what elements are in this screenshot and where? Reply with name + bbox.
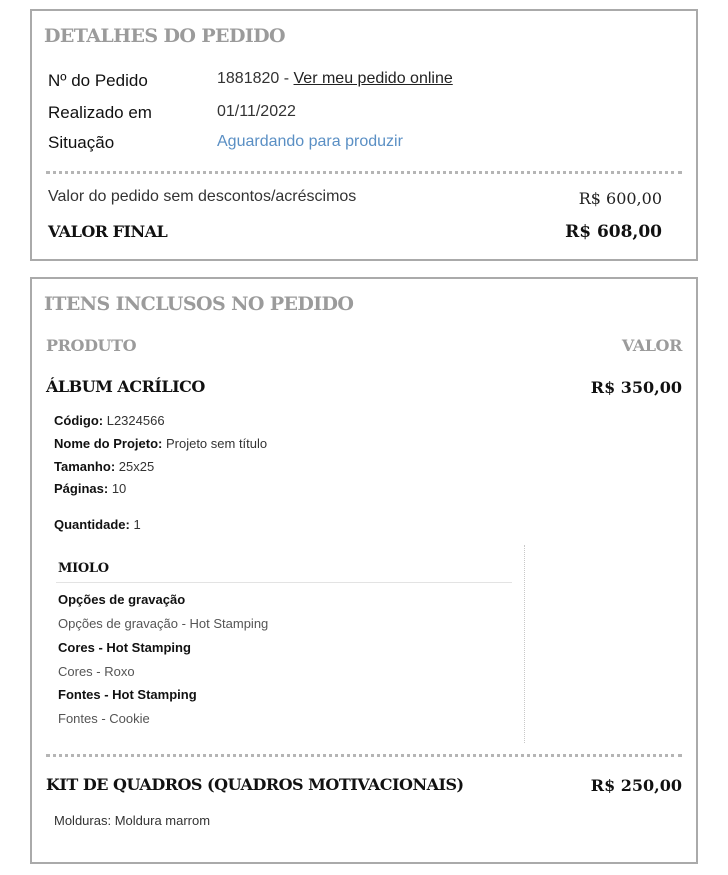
option-heading: Fontes - Hot Stamping	[58, 687, 197, 702]
spec-value: L2324566	[106, 413, 165, 428]
status-value: Aguardando para produzir	[217, 133, 403, 150]
miolo-options-panel	[54, 545, 525, 743]
order-number: 1881820	[217, 70, 280, 87]
final-value-label: VALOR FINAL	[48, 222, 168, 241]
spec-code	[54, 413, 165, 428]
placed-on-label: Realizado em	[48, 103, 152, 122]
spec-value: Projeto sem título	[165, 436, 268, 451]
spec-label: Páginas:	[54, 481, 109, 496]
subtotal-label: Valor do pedido sem descontos/acréscimos	[48, 188, 357, 205]
placed-on-date: 01/11/2022	[217, 103, 296, 120]
option-heading: Opções de gravação	[58, 592, 186, 607]
order-number-label: Nº do Pedido	[48, 71, 148, 90]
subtotal-value: R$ 600,00	[578, 189, 662, 208]
option-heading: Cores - Hot Stamping	[58, 640, 191, 655]
spec-project-name	[54, 436, 267, 451]
order-details-panel	[30, 9, 698, 261]
option-value: Cores - Roxo	[58, 664, 135, 679]
option-value: Opções de gravação - Hot Stamping	[58, 616, 269, 631]
section-divider	[56, 582, 512, 583]
order-items-title: ITENS INCLUSOS NO PEDIDO	[44, 293, 354, 315]
view-order-online-link[interactable]: Ver meu pedido online	[293, 70, 453, 87]
option-value: Fontes - Cookie	[58, 711, 150, 726]
spec-size	[54, 459, 154, 474]
order-number-separator: -	[279, 70, 294, 87]
miolo-section-title: MIOLO	[58, 561, 109, 576]
order-items-panel	[30, 277, 698, 864]
status-label: Situação	[48, 133, 115, 152]
spec-value: 10	[111, 481, 127, 496]
spec-value: Moldura marrom	[114, 813, 211, 828]
spec-label: Molduras:	[54, 813, 112, 828]
spec-pages	[54, 481, 126, 496]
quantity	[54, 517, 141, 532]
final-value-amount: R$ 608,00	[565, 222, 662, 242]
order-number-value	[217, 70, 453, 88]
spec-value: 25x25	[118, 459, 155, 474]
quantity-label: Quantidade:	[54, 517, 130, 532]
column-header-product: PRODUTO	[46, 336, 137, 355]
product-name: ÁLBUM ACRÍLICO	[46, 377, 205, 396]
product-price: R$ 350,00	[590, 378, 682, 397]
spec-frames	[54, 813, 210, 828]
product-name: KIT DE QUADROS (QUADROS MOTIVACIONAIS)	[46, 775, 464, 794]
spec-label: Nome do Projeto:	[54, 436, 163, 451]
order-details-title: DETALHES DO PEDIDO	[44, 25, 285, 47]
dotted-divider	[46, 754, 682, 757]
spec-label: Código:	[54, 413, 104, 428]
column-header-value: VALOR	[621, 336, 682, 355]
product-price: R$ 250,00	[590, 776, 682, 795]
dotted-divider	[46, 171, 682, 174]
quantity-value: 1	[133, 517, 141, 532]
spec-label: Tamanho:	[54, 459, 116, 474]
